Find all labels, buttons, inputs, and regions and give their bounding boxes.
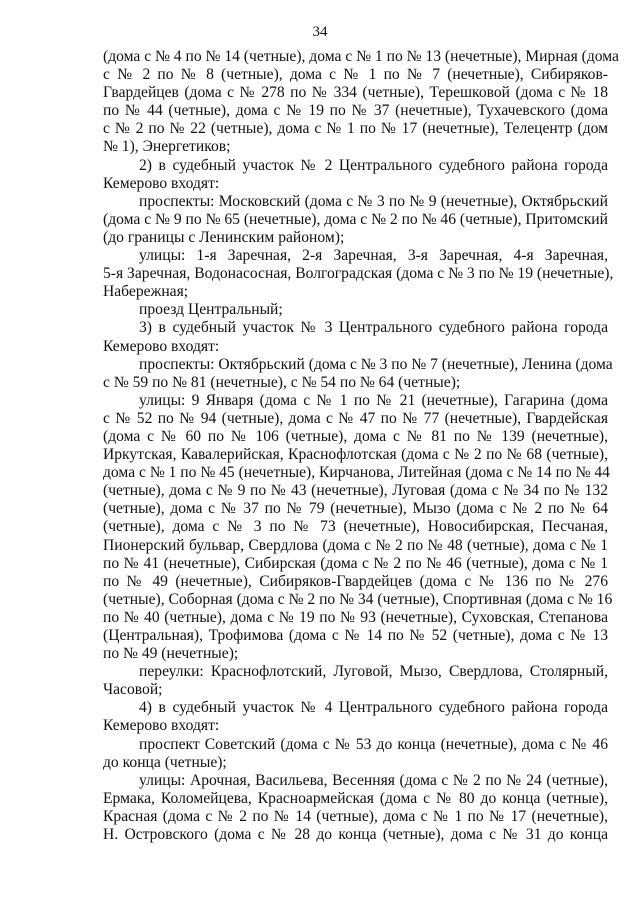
text-line: до конца (четные); <box>103 753 227 771</box>
text-line: по № 49 (нечетные), Сибиряков-Гвардейцев (дома с № 136 по № 276 <box>103 572 608 590</box>
text-line: с № 59 по № 81 (нечетные), с № 54 по № 64 (четные); <box>103 373 461 391</box>
text-line: переулки: Краснофлотский, Луговой, Мызо, Свердлова, Столярный, <box>139 663 608 681</box>
text-line: Красная (дома с № 2 по № 14 (четные), дома с № 1 по № 17 (нечетные), <box>103 807 608 825</box>
text-line: (дома с № 60 по № 106 (четные), дома с № 81 по № 139 (нечетные), <box>103 427 608 445</box>
text-line: (до границы с Ленинским районом); <box>103 228 345 246</box>
text-line: (Центральная), Трофимова (дома с № 14 по № 52 (четные), дома с № 13 <box>103 627 608 644</box>
text-line: 5-я Заречная, Водонасосная, Волгоградская (дома с № 3 по № 19 (нечетные), <box>103 265 614 283</box>
text-line: (дома с № 9 по № 65 (нечетные), дома с № 2 по № 46 (четные), Притомский <box>103 210 608 228</box>
text-line: проспекты: Московский (дома с № 3 по № 9 (нечетные), Октябрьский <box>139 192 608 210</box>
text-line: Кемерово входят: <box>103 717 220 735</box>
text-line: с № 52 по № 94 (четные), дома с № 47 по № 77 (нечетные), Гвардейская <box>103 409 608 427</box>
text-line: 2) в судебный участок № 2 Центрального судебного района города <box>139 156 608 174</box>
text-line: по № 41 (нечетные), Сибирская (дома с № 2 по № 46 (четные), дома с № 1 <box>103 554 608 572</box>
text-line: Набережная; <box>103 283 189 301</box>
text-line: по № 44 (четные), дома с № 19 по № 37 (нечетные), Тухачевского (дома <box>103 102 608 120</box>
text-line: улицы: 9 Января (дома с № 1 по № 21 (нечетные), Гагарина (дома <box>139 391 608 409</box>
text-line: Пионерский бульвар, Свердлова (дома с № 2 по № 48 (четные), дома с № 1 <box>103 536 608 554</box>
text-line: Н. Островского (дома с № 28 до конца (четные), дома с № 31 до конца <box>103 826 608 844</box>
text-line: (четные), дома с № 37 по № 79 (нечетные), Мызо (дома с № 2 по № 64 <box>103 500 608 518</box>
text-line: Часовой; <box>103 681 163 699</box>
text-line: по № 49 (нечетные); <box>103 645 239 663</box>
text-line: Кемерово входят: <box>103 337 220 355</box>
text-line: проспекты: Октябрьский (дома с № 3 по № 7 (нечетные), Ленина (дома <box>139 355 613 373</box>
page-number: 34 <box>312 24 328 40</box>
text-line: с № 2 по № 22 (четные), дома с № 1 по № 17 (нечетные), Телецентр (дом <box>103 120 608 138</box>
text-line: по № 40 (четные), дома с № 19 по № 93 (нечетные), Суховская, Степанова <box>103 608 608 626</box>
text-line: улицы: 1-я Заречная, 2-я Заречная, 3-я Заречная, 4-я Заречная, <box>139 247 608 265</box>
text-line: дома с № 1 по № 45 (нечетные), Кирчанова, Литейная (дома с № 14 по № 44 <box>103 464 610 482</box>
text-line: Иркутская, Кавалерийская, Краснофлотская (дома с № 2 по № 68 (четные), <box>103 446 608 464</box>
text-line: Ермака, Коломейцева, Красноармейская (дома с № 80 до конца (четные), <box>103 789 608 807</box>
text-line: (дома с № 4 по № 14 (четные), дома с № 1 по № 13 (нечетные), Мирная (дома <box>103 48 619 65</box>
text-line: Кемерово входят: <box>103 174 220 192</box>
text-line: (четные), дома с № 3 по № 73 (нечетные), Новосибирская, Песчаная, <box>103 518 608 536</box>
text-line: проезд Центральный; <box>139 301 283 319</box>
text-line: 4) в судебный участок № 4 Центрального судебного района города <box>139 699 608 717</box>
text-line: Гвардейцев (дома с № 278 по № 334 (четные), Терешковой (дома с № 18 <box>103 84 608 102</box>
document-body <box>103 48 619 844</box>
text-line: (четные), дома с № 9 по № 43 (нечетные), Луговая (дома с № 34 по № 132 <box>103 482 608 500</box>
text-line: с № 2 по № 8 (четные), дома с № 1 по № 7 (нечетные), Сибиряков- <box>103 66 608 84</box>
text-line: 3) в судебный участок № 3 Центрального судебного района города <box>139 319 608 337</box>
text-line: (четные), Соборная (дома с № 2 по № 34 (четные), Спортивная (дома с № 16 <box>103 590 613 608</box>
text-line: № 1), Энергетиков; <box>103 138 231 156</box>
text-line: проспект Советский (дома с № 53 до конца (нечетные), дома с № 46 <box>139 735 608 753</box>
text-line: улицы: Арочная, Васильева, Весенняя (дома с № 2 по № 24 (четные), <box>139 771 608 789</box>
